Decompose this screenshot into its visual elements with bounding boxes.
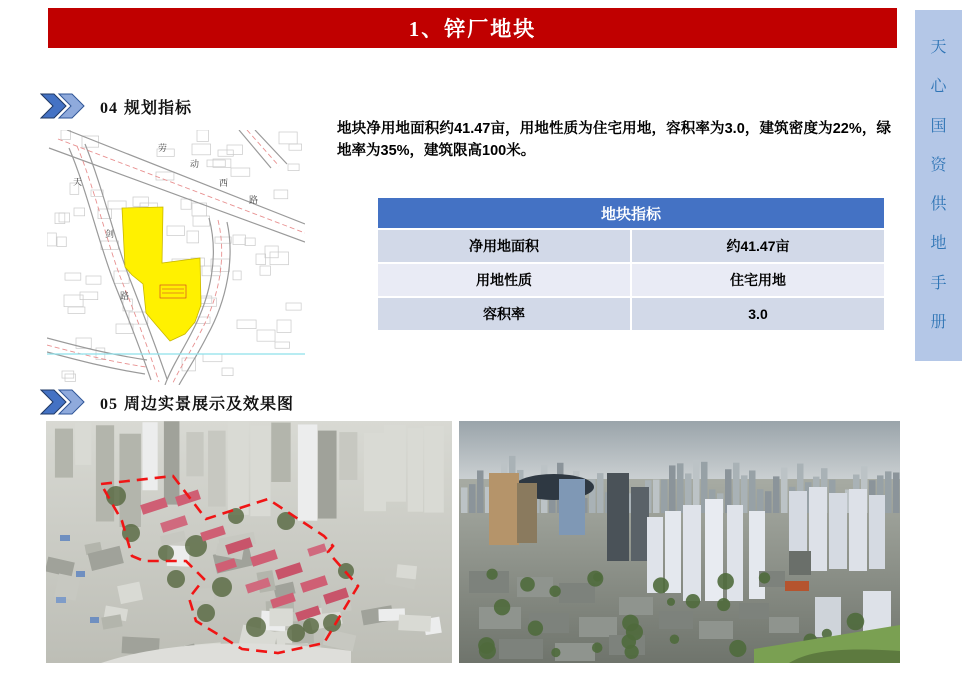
road-label-char: 剑 bbox=[105, 229, 115, 239]
sidebar-char: 供 bbox=[930, 196, 947, 214]
section-04-header bbox=[40, 92, 192, 120]
sidebar-char: 心 bbox=[930, 78, 947, 96]
double-chevron-icon bbox=[40, 93, 88, 119]
cadastral-map-drawing bbox=[47, 130, 305, 385]
section-05-header bbox=[40, 388, 294, 416]
parcel-description: 地块净用地面积约41.47亩，用地性质为住宅用地，容积率为3.0，建筑密度为22%，绿地率为35%，建筑限高100米。 bbox=[337, 121, 891, 160]
parcel-indicator-table bbox=[378, 198, 884, 330]
sidebar-char: 册 bbox=[930, 313, 947, 331]
double-chevron-icon bbox=[40, 389, 88, 415]
table-cell-label: 容积率 bbox=[378, 298, 630, 330]
sidebar-char: 手 bbox=[930, 274, 947, 292]
section-05-label: 05 周边实景展示及效果图 bbox=[100, 395, 295, 413]
table-cell-label: 净用地面积 bbox=[378, 230, 630, 262]
sidebar-char: 国 bbox=[930, 117, 947, 135]
road-label-char: 动 bbox=[190, 159, 200, 169]
sidebar-vertical-title bbox=[915, 10, 962, 361]
road-label-char: 路 bbox=[120, 291, 130, 301]
road-label-char: 西 bbox=[219, 178, 229, 188]
parcel-planning-map bbox=[47, 130, 305, 385]
rendering-photo-effect bbox=[459, 421, 900, 663]
table-cell-value: 住宅用地 bbox=[632, 264, 884, 296]
aerial-photo-drawing bbox=[46, 421, 452, 663]
table-header: 地块指标 bbox=[378, 198, 884, 228]
table-cell-value: 约41.47亩 bbox=[632, 230, 884, 262]
rendering-drawing bbox=[459, 421, 900, 663]
page-title: 1、锌厂地块 bbox=[408, 17, 537, 41]
road-label-char: 劳 bbox=[158, 143, 168, 153]
table-cell-label: 用地性质 bbox=[378, 264, 630, 296]
table-row bbox=[378, 264, 884, 296]
table-cell-value: 3.0 bbox=[632, 298, 884, 330]
table-row bbox=[378, 230, 884, 262]
road-label-char: 天 bbox=[73, 177, 83, 187]
section-04-label: 04 规划指标 bbox=[100, 99, 193, 117]
road-label-char: 路 bbox=[249, 195, 259, 205]
sidebar-char: 资 bbox=[930, 156, 947, 174]
aerial-photo-site-boundary bbox=[46, 421, 452, 663]
table-row bbox=[378, 298, 884, 330]
sidebar-char: 天 bbox=[930, 39, 947, 56]
title-banner bbox=[48, 8, 897, 48]
sidebar-char: 地 bbox=[930, 235, 947, 253]
